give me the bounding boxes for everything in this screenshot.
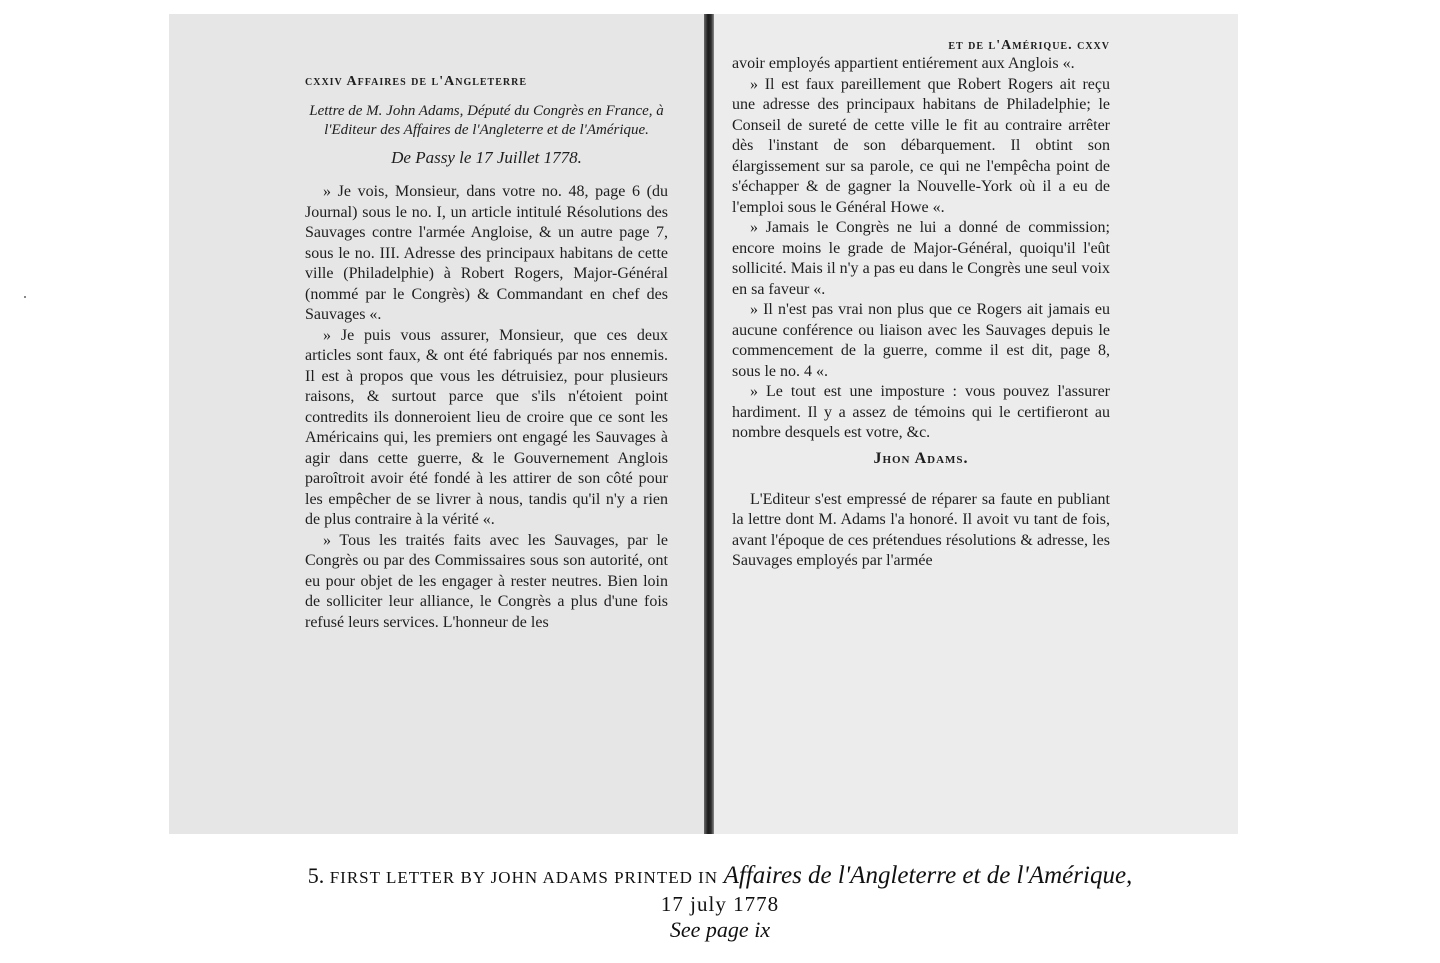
letter-title: Lettre de M. John Adams, Député du Congrès en France, à l'Editeur des Affaires de l'Angleterre et de l'Amérique. [309,103,664,138]
caption-text: FIRST LETTER BY JOHN ADAMS PRINTED IN [329,868,719,887]
left-paragraph-2: » Je puis vous assurer, Monsieur, que ces deux articles sont faux, & ont été fabriqués par nos ennemis. Il est à propos que vous les détruisiez, pour plusieurs raisons, & surtout parce que s'ils n'étoient point contredits ils donneroient lieu de croire que ce sont les Américains qui, les premiers ont engagé les Sauvages à agir dans cette guerre, & le Gouvernement Anglois paroîtroit avoir été fondé à les attirer de son côté pour les empêcher de se livrer à nous, tandis qu'il n'y a rien de plus contraire à la vérité «. [305,326,668,528]
caption-title: Affaires de l'Angleterre et de l'Amérique, [723,862,1133,889]
caption-line-1 [0,862,1440,890]
book-gutter [704,14,714,834]
editor-note: L'Editeur s'est empressé de réparer sa faute en publiant la lettre dont M. Adams l'a honoré. Il avoit vu tant de fois, avant l'époque de ces prétendues résolutions & adresse, les Sauvages employés par l'armée [732,490,1110,569]
left-running-head: cxxiv Affaires de l'Angleterre [305,74,528,89]
right-paragraph-4: » Le tout est une imposture : vous pouvez l'assurer hardiment. Il y a assez de témoins qui le certifieront au nombre desquels est votre, &c. [732,383,1110,441]
caption-date: 17 july 1778 [660,892,780,916]
left-paragraph-3: » Tous les traités faits avec les Sauvages, par le Congrès ou par des Commissaires sous son autorité, ont eu pour objet de les engager à rester neutres. Bien loin de solliciter leur alliance, le Congrès a plus d'une fois refusé leurs services. L'honneur de les [305,531,668,631]
left-page [169,14,704,834]
book-photograph [169,14,1238,834]
caption-see-page: See page ix [669,917,771,942]
margin-speck [24,296,26,298]
left-paragraph-1: » Je vois, Monsieur, dans votre no. 48, page 6 (du Journal) sous le no. I, un article intitulé Résolutions des Sauvages contre l'armée Angloise, & un autre page 7, sous le no. III. Adresse des principaux habitans de cette ville (Philadelphie) à Robert Rogers, Major-Général (nommé par le Congrès) & Commandant en chef des Sauvages «. [305,183,668,323]
dateline: De Passy le 17 Juillet 1778. [391,148,582,167]
right-page [714,14,1238,834]
caption-number: 5. [307,863,325,888]
right-paragraph-2: » Jamais le Congrès ne lui a donné de commission; encore moins le grade de Major-Général, quoiqu'il l'eût sollicité. Mais il n'y a pas eu dans le Congrès une seul voix en sa faveur «. [732,219,1110,298]
right-paragraph-3: » Il n'est pas vrai non plus que ce Rogers ait jamais eu aucune conférence ou liaison avec les Sauvages depuis le commencement de la guerre, comme il est dit, page 8, sous le no. 4 «. [732,301,1110,380]
right-running-head: et de l'Amérique. cxxv [948,38,1110,53]
signature: Jhon Adams. [873,449,969,467]
right-continuation: avoir employés appartient entiérement aux Anglois «. [732,55,1075,72]
right-paragraph-1: » Il est faux pareillement que Robert Rogers ait reçu une adresse des principaux habitans de Philadelphie; le Conseil de sureté de cette ville le fit au contraire arrêter dès l'instant de son débarquement. Il obtint son élargissement sur sa parole, ce qui ne l'empêcha point de s'échapper & de gagner la Nouvelle-York où il a eu de l'emploi sous le Général Howe «. [732,75,1110,216]
